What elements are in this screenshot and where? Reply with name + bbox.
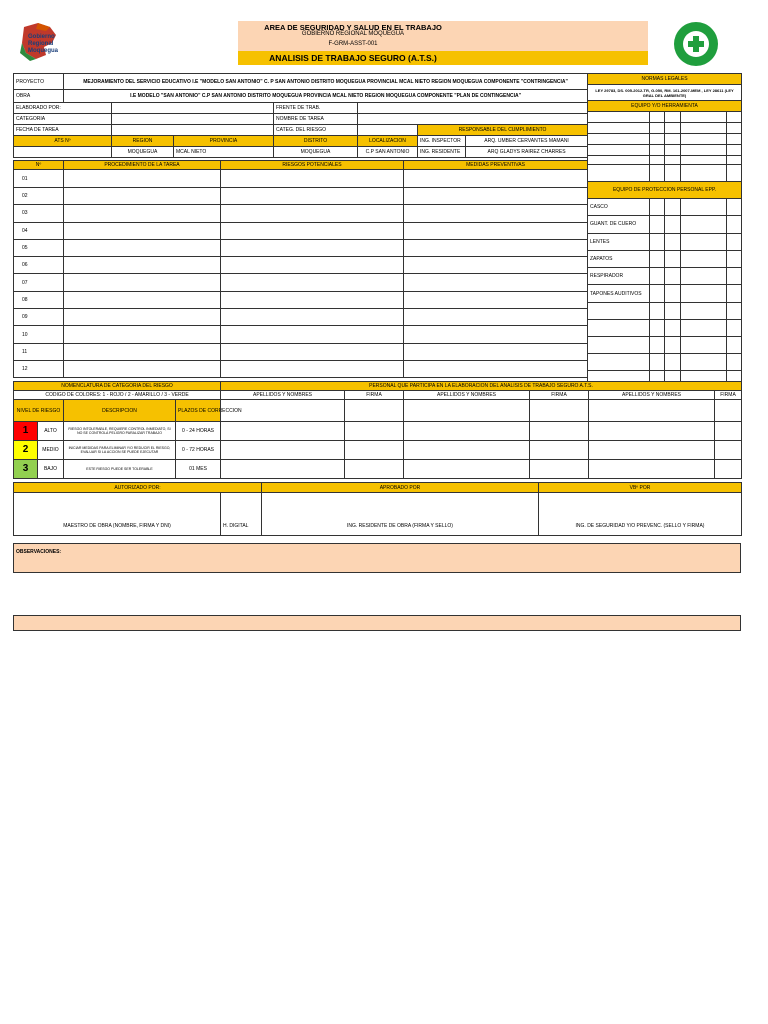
task-row[interactable] xyxy=(14,343,588,360)
equipo-row xyxy=(588,134,742,145)
logo-text-2: Regional xyxy=(28,41,54,47)
maestro-signature[interactable]: MAESTRO DE OBRA (NOMBRE, FIRMA Y DNI) xyxy=(14,493,221,536)
fecha-label: FECHA DE TAREA xyxy=(14,125,112,136)
task-row-number: 10 xyxy=(14,326,64,343)
fecha-value[interactable] xyxy=(112,125,274,136)
nivel-header: NIVEL DE RIESGO xyxy=(14,400,64,422)
cruz-verde-logo xyxy=(670,21,722,67)
level-3-desc: ESTE RIESGO PUEDE SER TOLERABLE xyxy=(64,460,176,479)
epp-item-label: ZAPATOS xyxy=(588,250,650,267)
observaciones-label: OBSERVACIONES: xyxy=(16,549,62,555)
normas-label: NORMAS LEGALES xyxy=(588,74,742,85)
residente-signature[interactable]: ING. RESIDENTE DE OBRA (FIRMA Y SELLO) xyxy=(262,493,539,536)
task-proc-cell[interactable] xyxy=(64,291,221,308)
level-1-plazo: 0 - 24 HORAS xyxy=(176,422,221,441)
task-row[interactable] xyxy=(14,188,588,205)
area-title: AREA DE SEGURIDAD Y SALUD EN EL TRABAJO xyxy=(264,23,442,32)
aprobado-label: APROBADO POR xyxy=(262,483,539,493)
provincia-label: PROVINCIA xyxy=(174,136,274,147)
task-riesgo-cell[interactable] xyxy=(221,343,404,360)
epp-item-label: CASCO xyxy=(588,199,650,216)
personal-title: PERSONAL QUE PARTICIPA EN LA ELABORACION DEL ANALISIS DE TRABAJO SEGURO A.T.S. xyxy=(221,382,742,391)
apellidos-header-2: APELLIDOS Y NOMBRES xyxy=(404,391,530,400)
task-medida-cell[interactable] xyxy=(404,257,588,274)
task-medida-cell[interactable] xyxy=(404,291,588,308)
level-1-name: ALTO xyxy=(38,422,64,441)
apellidos-header-1: APELLIDOS Y NOMBRES xyxy=(221,391,345,400)
epp-check-cell[interactable] xyxy=(681,250,727,267)
epp-check-cell[interactable] xyxy=(650,268,665,285)
task-proc-cell[interactable] xyxy=(64,205,221,222)
epp-check-cell[interactable] xyxy=(681,268,727,285)
epp-check-cell[interactable] xyxy=(727,199,742,216)
epp-row xyxy=(588,336,742,353)
epp-item-label: GUANT. DE CUERO xyxy=(588,216,650,233)
localizacion-label: LOCALIZACION xyxy=(358,136,418,147)
col-num-header: Nº xyxy=(14,161,64,170)
task-row-number: 01 xyxy=(14,170,64,188)
signature-table xyxy=(13,482,742,536)
ing-residente-value: ARQ GLADYS RAIREZ CHARRES xyxy=(466,147,588,158)
epp-check-cell[interactable] xyxy=(665,268,681,285)
task-proc-cell[interactable] xyxy=(64,257,221,274)
epp-check-cell[interactable] xyxy=(681,285,727,302)
desc-header: DESCRIPCION xyxy=(64,400,176,422)
task-riesgo-cell[interactable] xyxy=(221,205,404,222)
level-3-name: BAJO xyxy=(38,460,64,479)
task-proc-cell[interactable] xyxy=(64,326,221,343)
form-code: F-GRM-ASST-001 xyxy=(328,41,378,47)
epp-check-cell[interactable] xyxy=(665,216,681,233)
info-table xyxy=(13,73,588,158)
epp-check-cell[interactable] xyxy=(650,233,665,250)
nombre-tarea-label: NOMBRE DE TAREA xyxy=(274,114,358,125)
ats-value[interactable] xyxy=(14,147,112,158)
epp-check-cell[interactable] xyxy=(681,233,727,250)
personal-row[interactable] xyxy=(221,422,742,441)
level-2-name: MEDIO xyxy=(38,441,64,460)
autorizado-label: AUTORIZADO POR: xyxy=(14,483,262,493)
proyecto-label: PROYECTO xyxy=(14,74,64,90)
apellidos-header-3: APELLIDOS Y NOMBRES xyxy=(589,391,715,400)
task-medida-cell[interactable] xyxy=(404,360,588,377)
level-1-badge: 1 xyxy=(14,422,38,441)
task-proc-cell[interactable] xyxy=(64,274,221,291)
task-row-number: 09 xyxy=(14,309,64,326)
distrito-label: DISTRITO xyxy=(274,136,358,147)
nomenclatura-table xyxy=(13,381,242,479)
epp-row xyxy=(588,302,742,319)
task-proc-cell[interactable] xyxy=(64,222,221,239)
task-row[interactable] xyxy=(14,222,588,239)
categ-riesgo-label: CATEG. DEL RIESGO xyxy=(274,125,358,136)
epp-check-cell[interactable] xyxy=(681,199,727,216)
level-2-plazo: 0 - 72 HORAS xyxy=(176,441,221,460)
epp-check-cell[interactable] xyxy=(727,250,742,267)
firma-header-1: FIRMA xyxy=(345,391,404,400)
seguridad-signature[interactable]: ING. DE SEGURIDAD Y/O PREVENC. (SELLO Y FIRMA) xyxy=(539,493,742,536)
task-row-number: 04 xyxy=(14,222,64,239)
codigo-colores: CODIGO DE COLORES: 1 - ROJO / 2 - AMARILLO / 3 - VERDE xyxy=(14,391,221,400)
level-2-badge: 2 xyxy=(14,441,38,460)
task-riesgo-cell[interactable] xyxy=(221,326,404,343)
task-table xyxy=(13,160,588,378)
gobierno-title: GOBIERNO REGIONAL MOQUEGUA xyxy=(301,31,405,37)
epp-check-cell[interactable] xyxy=(681,216,727,233)
epp-item-label: RESPIRADOR xyxy=(588,268,650,285)
equipo-row xyxy=(588,156,742,165)
equipo-row xyxy=(588,112,742,123)
doc-title: ANALISIS DE TRABAJO SEGURO (A.T.S.) xyxy=(238,51,648,65)
col-medidas-header: MEDIDAS PREVENTIVAS xyxy=(404,161,588,170)
observaciones-box[interactable] xyxy=(13,543,741,573)
equipo-row xyxy=(588,145,742,156)
task-riesgo-cell[interactable] xyxy=(221,291,404,308)
epp-label: EQUIPO DE PROTECCION PERSONAL EPP. xyxy=(588,182,742,199)
task-riesgo-cell[interactable] xyxy=(221,188,404,205)
equipo-row xyxy=(588,123,742,134)
level-3-badge: 3 xyxy=(14,460,38,479)
epp-check-cell[interactable] xyxy=(650,250,665,267)
vb-label: VBº POR xyxy=(539,483,742,493)
level-2-desc: INICIAR MEDIDAS PARA ELIMINAR Y/O REDUCIR EL RIESGO, EVALUAR SI LA ACCION SE PUEDE EJECUTAR xyxy=(64,441,176,460)
localizacion-value: C.P SAN ANTONIO xyxy=(358,147,418,158)
personal-row[interactable] xyxy=(221,400,742,422)
epp-check-cell[interactable] xyxy=(665,199,681,216)
epp-check-cell[interactable] xyxy=(650,216,665,233)
task-row-number: 08 xyxy=(14,291,64,308)
task-proc-cell[interactable] xyxy=(64,360,221,377)
epp-row xyxy=(588,199,742,216)
epp-check-cell[interactable] xyxy=(650,285,665,302)
epp-check-cell[interactable] xyxy=(665,233,681,250)
task-proc-cell[interactable] xyxy=(64,309,221,326)
task-riesgo-cell[interactable] xyxy=(221,257,404,274)
region-value: MOQUEGUA xyxy=(112,147,174,158)
ing-inspector-value: ARQ. UMBER CERVANTES MAMANI xyxy=(466,136,588,147)
categoria-label: CATEGORIA xyxy=(14,114,112,125)
task-medida-cell[interactable] xyxy=(404,170,588,188)
task-riesgo-cell[interactable] xyxy=(221,360,404,377)
epp-check-cell[interactable] xyxy=(650,199,665,216)
plazo-header: PLAZOS DE CORRECCION xyxy=(176,400,221,422)
epp-row xyxy=(588,250,742,267)
categoria-value[interactable] xyxy=(112,114,274,125)
task-row[interactable] xyxy=(14,274,588,291)
epp-check-cell[interactable] xyxy=(665,250,681,267)
task-medida-cell[interactable] xyxy=(404,188,588,205)
ing-residente-label: ING. RESIDENTE xyxy=(418,147,466,158)
epp-row xyxy=(588,216,742,233)
epp-item-label: LENTES xyxy=(588,233,650,250)
task-riesgo-cell[interactable] xyxy=(221,222,404,239)
task-proc-cell[interactable] xyxy=(64,170,221,188)
firma-header-2: FIRMA xyxy=(530,391,589,400)
task-riesgo-cell[interactable] xyxy=(221,170,404,188)
task-row[interactable] xyxy=(14,291,588,308)
task-proc-cell[interactable] xyxy=(64,239,221,256)
task-row[interactable] xyxy=(14,257,588,274)
region-logo xyxy=(16,21,68,63)
elaborado-value[interactable] xyxy=(112,103,274,114)
col-riesgos-header: RIESGOS POTENCIALES xyxy=(221,161,404,170)
equipo-row xyxy=(588,165,742,182)
epp-row xyxy=(588,268,742,285)
nombre-tarea-value[interactable] xyxy=(358,114,588,125)
task-row-number: 06 xyxy=(14,257,64,274)
task-proc-cell[interactable] xyxy=(64,188,221,205)
task-row[interactable] xyxy=(14,205,588,222)
task-row[interactable] xyxy=(14,239,588,256)
firma-header-3: FIRMA xyxy=(715,391,742,400)
logo-text-1: Gobierno xyxy=(28,34,55,40)
epp-row xyxy=(588,319,742,336)
task-row[interactable] xyxy=(14,309,588,326)
obra-label: OBRA xyxy=(14,90,64,103)
normas-value: LEY 29783, DS. 005-2012-TR, G-050, RM. 161-2007-MEM , LEY 28611 (LEY GRAL DEL AMBIENTE) xyxy=(588,85,742,101)
ats-label: ATS Nº xyxy=(14,136,112,147)
task-medida-cell[interactable] xyxy=(404,274,588,291)
green-cross-icon xyxy=(670,21,722,67)
task-row[interactable] xyxy=(14,170,588,188)
task-medida-cell[interactable] xyxy=(404,326,588,343)
obra-value: I.E MODELO "SAN ANTONIO" C.P SAN ANTONIO DISTRITO MOQUEGUA PROVINCIA MCAL NIETO REGION MOQUEGUA COMPONENTE "PLAN DE CONTINGENCIA" xyxy=(64,90,588,103)
header xyxy=(14,21,742,71)
epp-check-cell[interactable] xyxy=(727,216,742,233)
epp-check-cell[interactable] xyxy=(727,233,742,250)
nomenclatura-title: NOMENCLATURA DE CATEGORIA DEL RIESGO xyxy=(14,382,221,391)
epp-row xyxy=(588,353,742,370)
task-medida-cell[interactable] xyxy=(404,205,588,222)
epp-check-cell[interactable] xyxy=(665,285,681,302)
task-row[interactable] xyxy=(14,326,588,343)
ing-inspector-label: ING. INSPECTOR xyxy=(418,136,466,147)
epp-check-cell[interactable] xyxy=(727,268,742,285)
task-riesgo-cell[interactable] xyxy=(221,309,404,326)
task-row-number: 02 xyxy=(14,188,64,205)
epp-item-label: TAPONES AUDITIVOS xyxy=(588,285,650,302)
col-proc-header: PROCEDIMIENTO DE LA TAREA xyxy=(64,161,221,170)
provincia-value: MCAL NIETO xyxy=(174,147,274,158)
personal-table xyxy=(220,381,742,479)
task-row-number: 11 xyxy=(14,343,64,360)
task-proc-cell[interactable] xyxy=(64,343,221,360)
region-label: REGION xyxy=(112,136,174,147)
task-medida-cell[interactable] xyxy=(404,239,588,256)
frente-value[interactable] xyxy=(358,103,588,114)
task-row[interactable] xyxy=(14,360,588,377)
proyecto-value: MEJORAMIENTO DEL SERVICIO EDUCATIVO I.E "MODELO SAN ANTONIO" C. P SAN ANTONIO DISTRITO MOQUEGUA PROVINCIAL MCAL NIETO REGION MOQUEGUA COMPONENTE "CONTRINGENCIA" xyxy=(64,74,588,90)
personal-row[interactable] xyxy=(221,460,742,479)
personal-row[interactable] xyxy=(221,441,742,460)
task-medida-cell[interactable] xyxy=(404,343,588,360)
task-row-number: 05 xyxy=(14,239,64,256)
distrito-value: MOQUEGUA xyxy=(274,147,358,158)
epp-check-cell[interactable] xyxy=(727,285,742,302)
equipo-label: EQUIPO Y/O HERRAMIENTA xyxy=(588,101,742,112)
task-row-number: 03 xyxy=(14,205,64,222)
task-riesgo-cell[interactable] xyxy=(221,239,404,256)
hdigital-signature[interactable]: H. DIGITAL xyxy=(221,493,262,536)
task-medida-cell[interactable] xyxy=(404,222,588,239)
frente-label: FRENTE DE TRAB. xyxy=(274,103,358,114)
epp-row xyxy=(588,233,742,250)
elaborado-label: ELABORADO POR: xyxy=(14,103,112,114)
epp-row xyxy=(588,285,742,302)
level-1-desc: RIESGO INTOLERABLE, REQUIERE CONTROL INMEDIATO, SI NO SE CONTROLA PELIGRO PARALIZAR TRABAJO xyxy=(64,422,176,441)
right-panel xyxy=(587,73,742,388)
categ-riesgo-value[interactable] xyxy=(358,125,418,136)
level-3-plazo: 01 MES xyxy=(176,460,221,479)
bottom-bar xyxy=(13,615,741,631)
logo-text-3: Moquegua xyxy=(28,48,58,54)
responsable-label: RESPONSABLE DEL CUMPLIMIENTO xyxy=(418,125,588,136)
task-medida-cell[interactable] xyxy=(404,309,588,326)
task-row-number: 07 xyxy=(14,274,64,291)
task-riesgo-cell[interactable] xyxy=(221,274,404,291)
task-row-number: 12 xyxy=(14,360,64,377)
